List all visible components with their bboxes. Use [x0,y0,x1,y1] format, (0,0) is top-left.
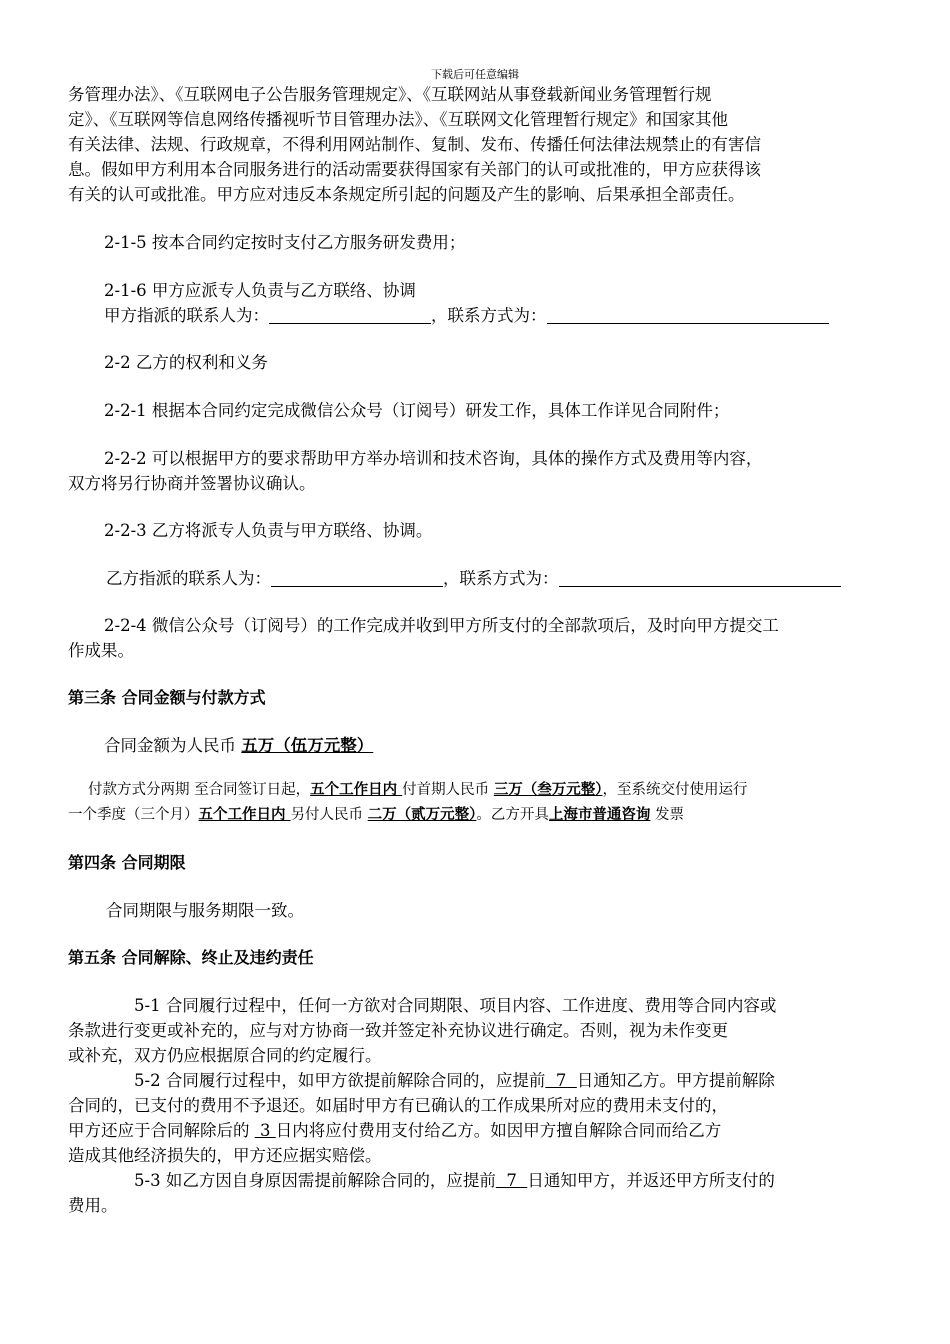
clause-5-3-text-b: 日通知甲方，并返还甲方所支付的 [527,1171,775,1190]
clause-5-2-text-c: 甲方还应于合同解除后的 [68,1121,255,1140]
payment-line-2 [68,802,883,828]
clause-2-2-3: 2-2-3 乙方将派专人负责与甲方联络、协调。 [104,521,433,540]
clause-5-2-text-b: 日通知乙方。甲方提前解除 [576,1071,775,1090]
contract-amount-line [104,733,919,758]
contact-a-method-blank[interactable] [547,305,829,324]
amount-prefix: 合同金额为人民币 [104,736,242,755]
clause-5-2-notice-days: 7 [545,1071,577,1090]
clause-2-2-1: 2-2-1 根据本合同约定完成微信公众号（订阅号）研发工作，具体工作详见合同附件； [104,401,730,420]
payment-text-2e: 。乙方开具 [476,807,549,823]
contact-b-label: 乙方指派的联系人为： [106,569,271,588]
clause-5-1-line-3: 或补充，双方仍应根据原合同的约定履行。 [68,1046,382,1065]
clause-5-1-line-1: 5-1 合同履行过程中，任何一方欲对合同期限、项目内容、工作进度、费用等合同内容或 [134,996,777,1015]
article-3-title: 第三条 合同金额与付款方式 [68,688,266,707]
first-payment-amount: 三万（叁万元整） [493,781,603,798]
article-5-title: 第五条 合同解除、终止及违约责任 [68,948,314,967]
payment-deadline-2: 五个工作日内 [198,806,291,823]
clause-2-1-5: 2-1-5 按本合同约定按时支付乙方服务研发费用； [104,233,466,252]
payment-text-2a: 一个季度（三个月） [68,807,199,823]
intro-line-4: 息。假如甲方利用本合同服务进行的活动需要获得国家有关部门的认可或批准的，甲方应获得该 [68,160,761,179]
intro-line-5: 有关的认可或批准。甲方应对违反本条规定所引起的问题及产生的影响、后果承担全部责任。 [68,185,745,204]
clause-5-3-text-a: 5-3 如乙方因自身原因需提前解除合同的，应提前 [134,1171,496,1190]
clause-5-2-line-2: 合同的，已支付的费用不予退还。如届时甲方有已确认的工作成果所对应的费用未支付的， [68,1096,728,1115]
clause-5-3-line-2: 费用。 [68,1196,118,1215]
contact-line-b [106,566,921,591]
clause-5-2-line-4: 造成其他经济损失的，甲方还应据实赔偿。 [68,1146,382,1165]
clause-5-2-line-3 [68,1118,883,1143]
contact-a-label: 甲方指派的联系人为： [104,306,269,325]
contact-b-method-blank[interactable] [559,568,841,587]
payment-line-1 [88,777,903,803]
clause-5-2-payment-days: 3 [254,1121,276,1140]
clause-5-3-notice-days: 7 [495,1171,528,1190]
intro-line-3: 有关法律、法规、行政规章，不得利用网站制作、复制、发布、传播任何法律法规禁止的有害信 [68,135,761,154]
payment-text-a: 付款方式分两期 至合同签订日起， [88,782,311,798]
contact-line-a [104,303,919,328]
clause-2-2-4-line-2: 作成果。 [68,641,134,660]
contact-a-name-blank[interactable] [269,305,431,324]
clause-2-2-4-line-1: 2-2-4 微信公众号（订阅号）的工作完成并收到甲方所支付的全部款项后，及时向甲方提交工 [104,616,779,635]
article-4-text: 合同期限与服务期限一致。 [106,901,304,920]
payment-text-e: ，至系统交付使用运行 [602,782,748,798]
payment-text-2c: 另付人民币 [290,807,368,823]
intro-line-1: 务管理办法》、《互联网电子公告服务管理规定》、《互联网站从事登载新闻业务管理暂行规 [68,85,712,104]
clause-2-2-2-line-2: 双方将另行协商并签署协议确认。 [68,474,316,493]
intro-line-2: 定》、《互联网等信息网络传播视听节目管理办法》、《互联网文化管理暂行规定》和国家其他 [68,110,728,129]
invoice-type: 上海市普通咨询 [548,806,651,823]
clause-5-1-line-2: 条款进行变更或补充的，应与对方协商一致并签定补充协议进行确定。否则，视为未作变更 [68,1021,728,1040]
clause-2-1-6: 2-1-6 甲方应派专人负责与乙方联络、协调 [104,281,416,300]
clause-5-2-line-1 [134,1068,949,1093]
contract-amount: 五万（伍万元整） [241,736,374,755]
contact-a-sep: ，联系方式为： [431,306,547,325]
clause-5-2-text-d: 日内将应付费用支付给乙方。如因甲方擅自解除合同而给乙方 [275,1121,722,1140]
page-header: 下载后可任意编辑 [431,68,519,81]
clause-2-2: 2-2 乙方的权利和义务 [104,353,268,372]
payment-text-c: 付首期人民币 [402,782,494,798]
clause-5-2-text-a: 5-2 合同履行过程中，如甲方欲提前解除合同的，应提前 [134,1071,546,1090]
contact-b-name-blank[interactable] [271,568,443,587]
clause-5-3-line-1 [134,1168,949,1193]
second-payment-amount: 二万（贰万元整） [367,806,477,823]
clause-2-2-2-line-1: 2-2-2 可以根据甲方的要求帮助甲方举办培训和技术咨询，具体的操作方式及费用等内容， [104,449,763,468]
payment-deadline-1: 五个工作日内 [310,781,403,798]
payment-text-2g: 发票 [650,807,685,823]
contact-b-sep: ，联系方式为： [443,569,559,588]
article-4-title: 第四条 合同期限 [68,853,186,872]
